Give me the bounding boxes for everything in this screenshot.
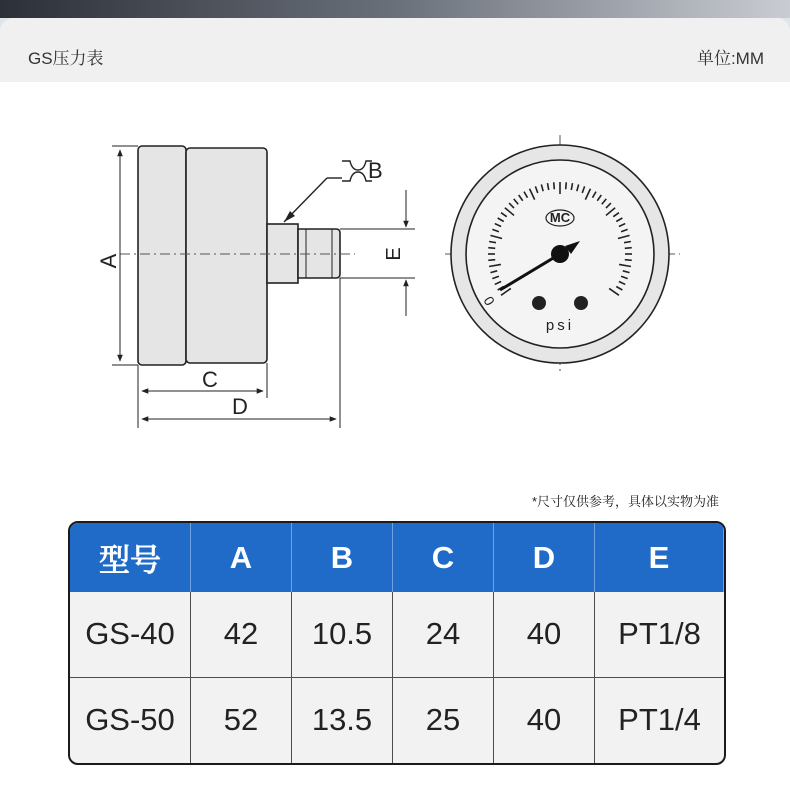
table-cell: 40 [494, 592, 595, 678]
dial-hole-right [574, 296, 588, 310]
needle-hub [551, 245, 569, 263]
col-header-a: A [191, 523, 292, 592]
dim-label-a: A [96, 253, 121, 269]
table-cell: PT1/8 [595, 592, 724, 678]
header-bar [0, 18, 790, 82]
col-header-c: C [393, 523, 494, 592]
table-cell: 10.5 [292, 592, 393, 678]
table-cell: PT1/4 [618, 702, 701, 738]
dial-zero: 0 [480, 293, 499, 309]
side-view [138, 146, 340, 365]
scale-tick [488, 248, 495, 249]
dim-label-e: E [383, 247, 405, 261]
table-cell: 52 [191, 678, 292, 764]
dimension-b [284, 161, 372, 222]
col-header-e: E [595, 523, 724, 592]
unit-label: 单位:MM [696, 49, 764, 68]
col-header-b: B [292, 523, 393, 592]
scale-tick [625, 248, 632, 249]
table-cell: GS-40 [70, 592, 191, 678]
scale-tick [554, 182, 555, 189]
table-cell: 40 [494, 678, 595, 764]
dial-hole-left [532, 296, 546, 310]
product-title: GS压力表 [28, 49, 104, 68]
table-cell: 24 [393, 592, 494, 678]
scale-tick [488, 260, 495, 261]
col-header-d: D [494, 523, 595, 592]
dim-label-b: B [368, 158, 383, 183]
table-cell: GS-50 [70, 678, 191, 764]
dim-label-d: D [232, 394, 248, 419]
spec-table [68, 521, 726, 765]
dial-brand: MC [549, 210, 571, 225]
technical-drawing [0, 82, 790, 462]
dial-unit: psi [545, 317, 575, 334]
front-view [445, 135, 680, 374]
top-gradient-band [0, 0, 790, 18]
table-cell: 25 [393, 678, 494, 764]
dim-label-c: C [202, 367, 218, 392]
scale-tick [625, 260, 632, 261]
gauge-case [186, 148, 267, 363]
scale-tick [566, 182, 567, 189]
gauge-bezel [138, 146, 186, 365]
size-note: *尺寸仅供参考，具体以实物为准 [531, 494, 719, 509]
table-cell: 13.5 [292, 678, 393, 764]
col-header-model: 型号 [70, 523, 191, 592]
table-cell: 42 [191, 592, 292, 678]
